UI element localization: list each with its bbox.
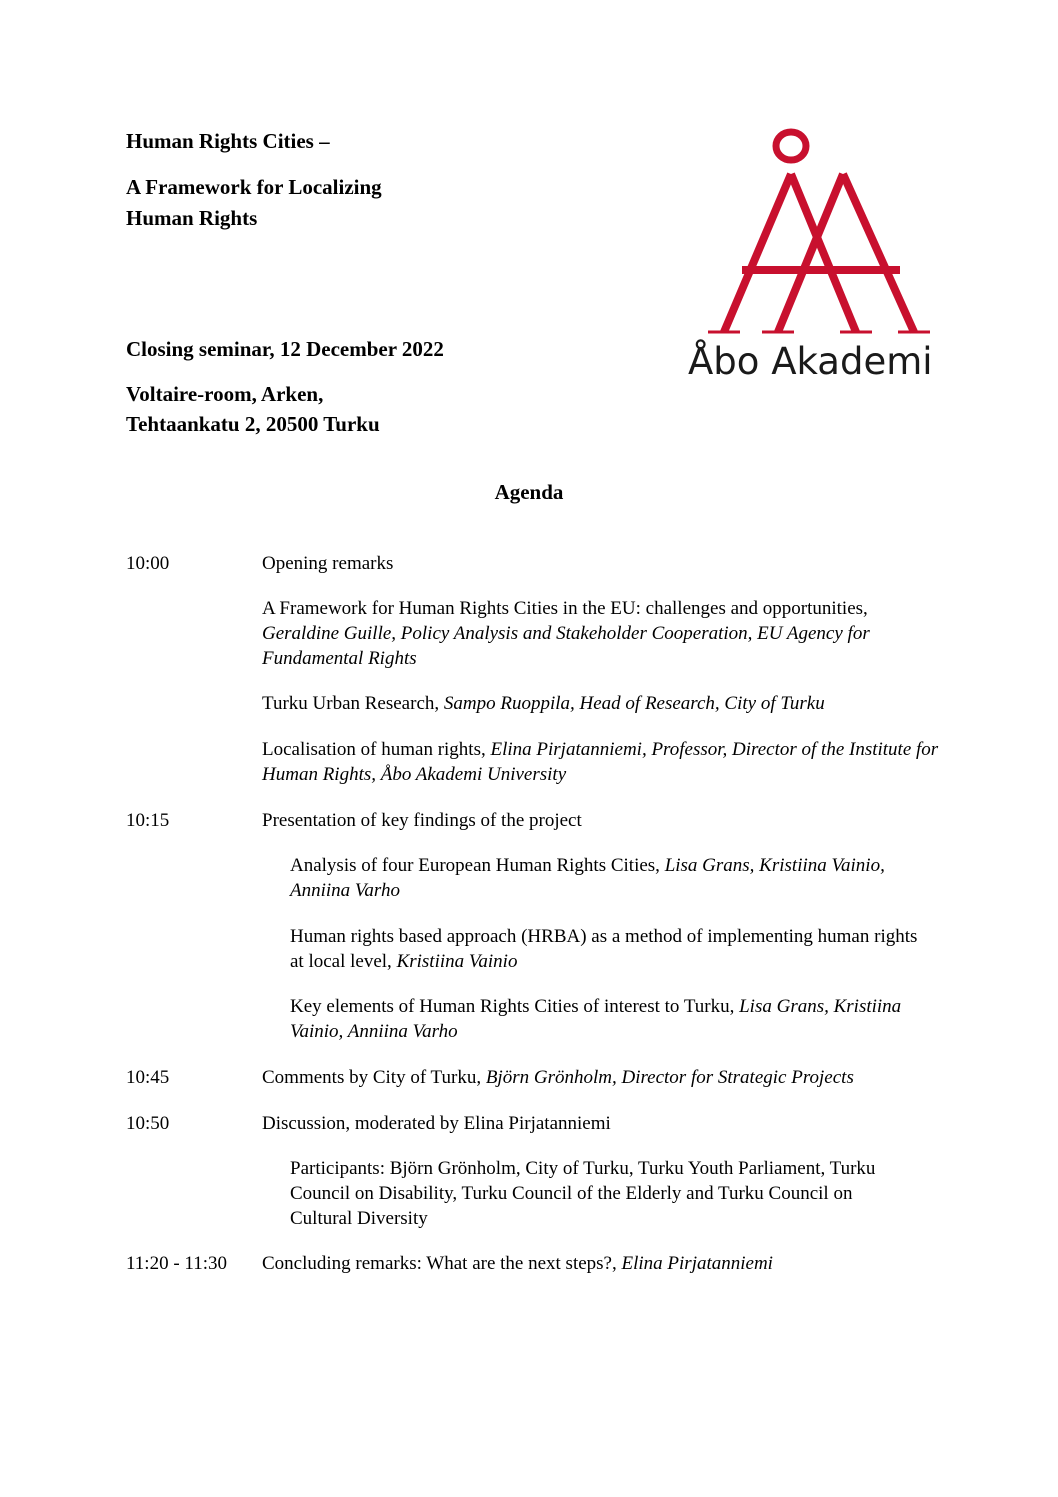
item-speaker: Björn Grönholm, Director for Strategic Projects: [485, 1067, 854, 1088]
item-text: Analysis of four European Human Rights Cities,: [290, 855, 665, 876]
agenda-time: 10:50: [126, 1113, 170, 1134]
item-text: Localisation of human rights,: [262, 739, 491, 760]
venue-line-2: Tehtaankatu 2, 20500 Turku: [126, 412, 380, 436]
agenda-title: Agenda: [494, 480, 564, 504]
item-text: Key elements of Human Rights Cities of interest to Turku,: [290, 996, 740, 1017]
agenda-item: [262, 1065, 962, 1090]
title-line-3: Human Rights: [126, 206, 258, 230]
item-text: Opening remarks: [262, 553, 394, 574]
agenda-subitem: [290, 924, 930, 974]
item-text: Comments by City of Turku,: [262, 1067, 486, 1088]
agenda-subitem: [290, 853, 930, 903]
agenda-item: [262, 1111, 942, 1136]
agenda-item: [262, 596, 942, 671]
title-line-1: Human Rights Cities –: [126, 129, 330, 153]
item-text: Turku Urban Research,: [262, 693, 444, 714]
venue-line-1: Voltaire-room, Arken,: [126, 382, 324, 406]
agenda-time: 10:00: [126, 553, 170, 574]
item-text: A Framework for Human Rights Cities in the EU: challenges and opportunities,: [262, 598, 868, 619]
logo-wordmark: Åbo Akademi: [688, 340, 933, 383]
agenda-time: 10:15: [126, 810, 170, 831]
item-speaker: Lisa Grans, Kristiina Vainio, Anniina Varho: [290, 996, 902, 1042]
agenda-item: [262, 1251, 942, 1276]
item-text: Concluding remarks: What are the next steps?,: [262, 1253, 622, 1274]
agenda-item: [262, 691, 942, 716]
agenda-item: [262, 808, 942, 833]
agenda-item: [262, 551, 942, 576]
title-line-2: A Framework for Localizing: [126, 175, 382, 199]
item-speaker: Elina Pirjatanniemi: [621, 1253, 773, 1274]
agenda-time: 10:45: [126, 1067, 170, 1088]
agenda-subitem: [290, 1156, 910, 1231]
item-text: Participants: Björn Grönholm, City of Turku, Turku Youth Parliament, Turku Council on Disability, Turku Council of the Elderly and Turku Council on Cultural Diversity: [290, 1158, 876, 1229]
item-text: Presentation of key findings of the project: [262, 810, 582, 831]
item-speaker: Lisa Grans, Kristiina Vainio, Anniina Varho: [290, 855, 885, 901]
item-speaker: Elina Pirjatanniemi, Professor, Director of the Institute for Human Rights, Åbo Akademi University: [262, 739, 939, 785]
item-speaker: Sampo Ruoppila, Head of Research, City of Turku: [443, 693, 825, 714]
item-speaker: Kristiina Vainio: [396, 951, 518, 972]
agenda-item: [262, 737, 942, 787]
seminar-date: Closing seminar, 12 December 2022: [126, 337, 444, 361]
item-text: Discussion, moderated by Elina Pirjatanniemi: [262, 1113, 611, 1134]
item-speaker: Geraldine Guille, Policy Analysis and Stakeholder Cooperation, EU Agency for Fundamental Rights: [262, 623, 870, 669]
item-text: Human rights based approach (HRBA) as a method of implementing human rights at local level,: [290, 926, 918, 972]
agenda-subitem: [290, 994, 930, 1044]
agenda-time: 11:20 - 11:30: [126, 1253, 227, 1274]
